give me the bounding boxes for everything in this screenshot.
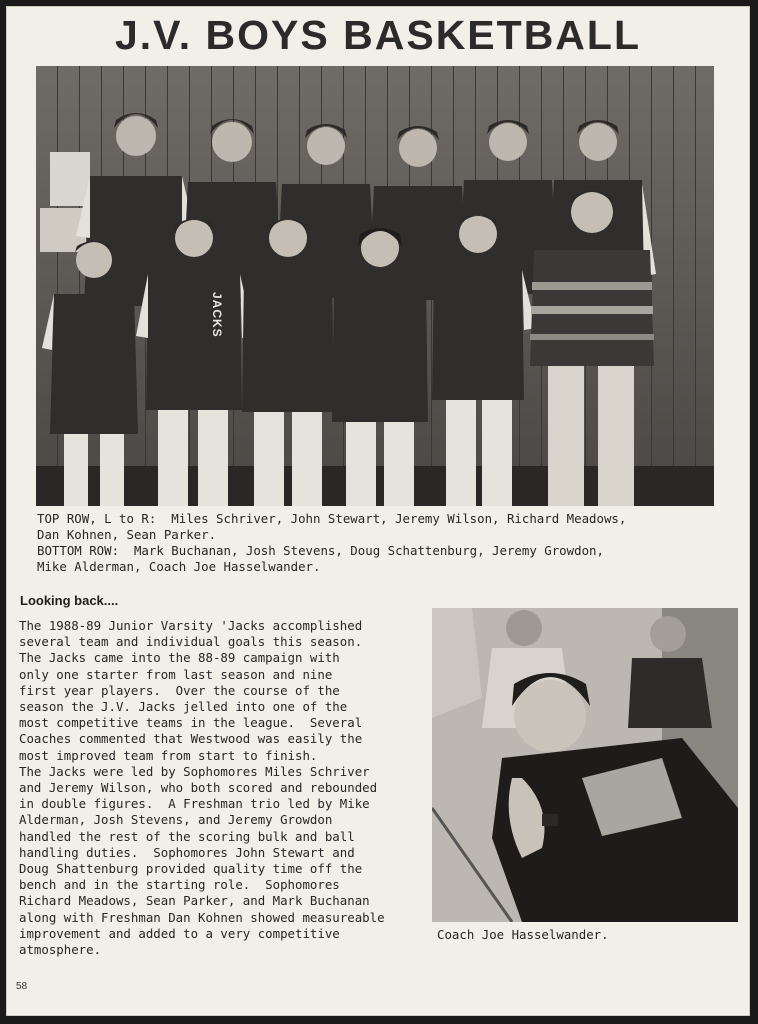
caption-line: Mike Alderman, Coach Joe Hasselwander. <box>37 559 321 574</box>
coach-photo-image <box>432 608 738 922</box>
article-line: The Jacks were led by Sophomores Miles Schriver <box>19 763 370 779</box>
caption-line: Dan Kohnen, Sean Parker. <box>37 527 217 542</box>
article-line: improvement and added to a very competitive <box>19 925 340 941</box>
article-heading: Looking back.... <box>20 593 119 608</box>
article-line: most competitive teams in the league. Several <box>19 715 363 731</box>
team-photo <box>36 66 714 506</box>
coach-photo-caption: Coach Joe Hasselwander. <box>437 927 609 942</box>
article-line: The Jacks came into the 88-89 campaign with <box>19 650 340 666</box>
article-body <box>19 618 423 958</box>
coach-photo <box>432 608 738 922</box>
article-line: atmosphere. <box>19 942 102 958</box>
article-line: handled the rest of the scoring bulk and ball <box>19 828 355 844</box>
yearbook-page <box>6 6 750 1016</box>
caption-line: TOP ROW, L to R: Miles Schriver, John Stewart, Jeremy Wilson, Richard Meadows, <box>37 511 627 526</box>
page-number: 58 <box>16 981 28 992</box>
article-line: season the J.V. Jacks jelled into one of the <box>19 699 348 715</box>
article-line: bench and in the starting role. Sophomores <box>19 877 340 893</box>
team-photo-caption <box>37 511 727 575</box>
page-title: J.V. BOYS BASKETBALL <box>114 12 641 58</box>
jersey-lettering: JACKS <box>210 292 224 338</box>
article-line: along with Freshman Dan Kohnen showed measureable <box>19 909 385 925</box>
article-line: and Jeremy Wilson, who both scored and rebounded <box>19 780 378 796</box>
article-line: Alderman, Josh Stevens, and Jeremy Growdon <box>19 812 333 828</box>
caption-line: BOTTOM ROW: Mark Buchanan, Josh Stevens, Doug Schattenburg, Jeremy Growdon, <box>37 543 604 558</box>
article-line: handling duties. Sophomores John Stewart and <box>19 844 355 860</box>
article-line: Richard Meadows, Sean Parker, and Mark Buchanan <box>19 893 370 909</box>
article-line: Doug Shattenburg provided quality time off the <box>19 861 363 877</box>
article-line: in double figures. A Freshman trio led by Mike <box>19 796 370 812</box>
article-line: several team and individual goals this season. <box>19 634 363 650</box>
team-photo-image <box>36 66 714 506</box>
article-line: The 1988-89 Junior Varsity 'Jacks accomplished <box>19 618 363 633</box>
article-line: only one starter from last season and nine <box>19 666 333 682</box>
article-line: Coaches commented that Westwood was easily the <box>19 731 363 747</box>
article-line: most improved team from start to finish. <box>19 747 318 763</box>
article-line: first year players. Over the course of the <box>19 682 340 698</box>
